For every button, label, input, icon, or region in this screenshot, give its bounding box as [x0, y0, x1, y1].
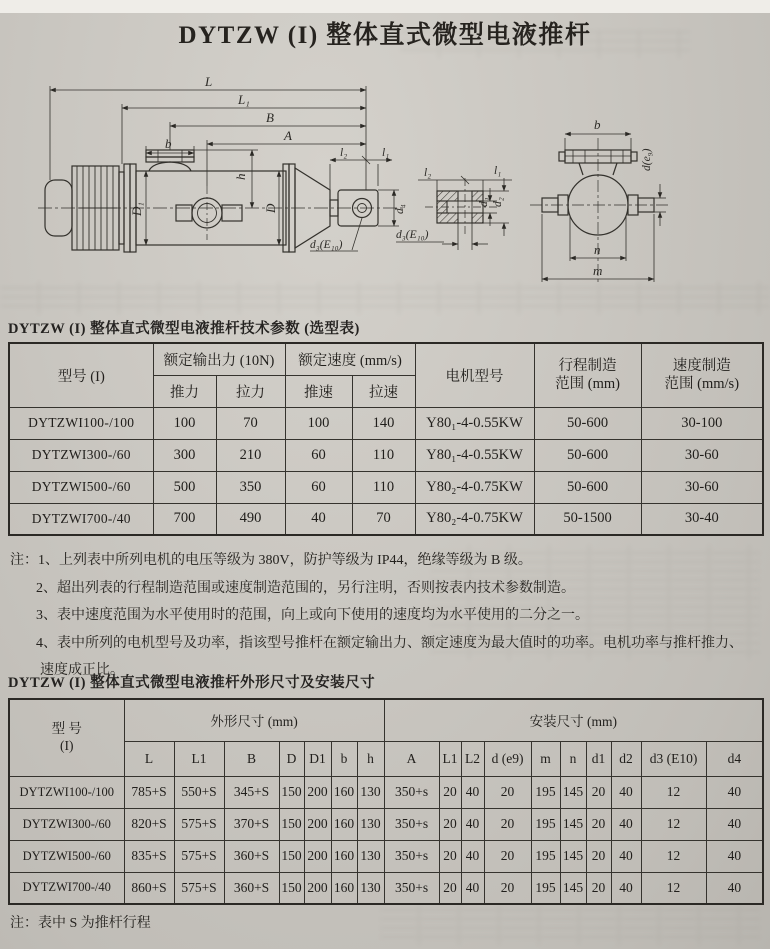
- motor-fins: [77, 166, 117, 250]
- table-row: DYTZWI700-/40 700 490 40 70 Y80₂-4-0.75KW 50-1500 30-40: [9, 503, 763, 535]
- bleed-through-smudge: [380, 905, 760, 945]
- header-model: 型号 (I): [9, 343, 153, 407]
- dim-label-L: L: [205, 74, 213, 89]
- notes: [10, 549, 762, 687]
- bottom-note: 注：表中 S 为推杆行程: [10, 916, 151, 931]
- top-mount-plate: [146, 150, 194, 157]
- dim-label-b: b: [594, 117, 601, 132]
- dim-label-D: D: [263, 203, 278, 213]
- header-motor: 电机型号: [415, 343, 534, 407]
- specs-table: [8, 342, 764, 536]
- table-row: DYTZWI300-/60 300 210 60 110 Y80₁-4-0.55KW 50-600 30-60: [9, 439, 763, 471]
- cell-model: DYTZWI500-/60: [9, 840, 124, 872]
- header-pull-force: 拉力: [216, 375, 285, 407]
- cell-model: DYTZWI300-/60: [9, 439, 153, 471]
- dim-label-b: b: [165, 136, 172, 151]
- dim-label-d1: d₁: [478, 197, 490, 207]
- header-install-group: 安装尺寸 (mm): [384, 699, 763, 741]
- dim-label-l1: l₁: [382, 147, 390, 159]
- dim-label-d3: d₃(E₁₀): [396, 229, 429, 241]
- header-outline-group: 外形尺寸 (mm): [124, 699, 384, 741]
- dim-label-D1: D₁: [129, 202, 144, 216]
- note-line: 2、超出列表的行程制造范围或速度制造范围的，另行注明，否则按表内技术参数制造。: [36, 580, 575, 596]
- dim-label-n: n: [594, 242, 601, 257]
- table-row: DYTZWI500-/60 835+S 575+S 360+S 150 200 160 130 350+s 20 40 20 195 145 20 40 12 40: [9, 840, 763, 872]
- cell-model: DYTZWI500-/60: [9, 471, 153, 503]
- dim-label-L1: L₁: [238, 92, 250, 107]
- note-line: 速度成正比。: [40, 663, 124, 678]
- header-speed-range: 速度制造 范围 (mm/s): [641, 343, 763, 407]
- table-row: DYTZWI500-/60 500 350 60 110 Y80₂-4-0.75KW 50-600 30-60: [9, 471, 763, 503]
- header-pull-speed: 拉速: [352, 375, 415, 407]
- dim-label-d4: d₄: [394, 204, 406, 214]
- cell-model: DYTZWI700-/40: [9, 503, 153, 535]
- dim-label-B: B: [266, 110, 274, 125]
- note-line: 3、表中速度范围为水平使用时的范围，向上或向下使用的速度均为水平使用的二分之一。: [36, 608, 589, 623]
- dim-label-h: h: [233, 173, 248, 180]
- note-line: 4、表中所列的电机型号及功率，指该型号推杆在额定输出力、额定速度为最大值时的功率。电机功率与推杆推力、: [36, 635, 743, 651]
- drawing-main-view: [38, 86, 404, 252]
- header-model: 型 号 (I): [9, 699, 124, 776]
- cell-model: DYTZWI700-/40: [9, 872, 124, 904]
- cell-model: DYTZWI100-/100: [9, 776, 124, 808]
- table-row: DYTZWI100-/100 100 70 100 140 Y80₁-4-0.55KW 50-600 30-100: [9, 407, 763, 439]
- header-stroke-range: 行程制造 范围 (mm): [534, 343, 641, 407]
- mount-dome: [149, 162, 191, 171]
- dim-label-d3: d₃(E₁₀): [310, 239, 343, 251]
- dim-label-l2: l₂: [340, 147, 348, 159]
- header-force-group: 额定输出力 (10N): [153, 343, 285, 375]
- cell-model: DYTZWI300-/60: [9, 808, 124, 840]
- dim-label-de9: d(e₉): [641, 148, 653, 171]
- header-speed-group: 额定速度 (mm/s): [285, 343, 415, 375]
- dimensions-table-caption: DYTZW (I) 整体直式微型电液推杆外形尺寸及安装尺寸: [8, 675, 376, 691]
- cell-model: DYTZWI100-/100: [9, 407, 153, 439]
- dim-label-m: m: [593, 263, 603, 278]
- table-row: DYTZWI300-/60 820+S 575+S 370+S 150 200 160 130 350+s 20 40 20 195 145 20 40 12 40: [9, 808, 763, 840]
- scan-edge-strip: [0, 0, 770, 13]
- header-push-force: 推力: [153, 375, 216, 407]
- dim-label-d2: d₂: [492, 197, 504, 207]
- page-title: DYTZW (I) 整体直式微型电液推杆: [178, 22, 592, 49]
- dim-label-l2: l₂: [424, 167, 432, 179]
- note-line: 注：1、上列表中所列电机的电压等级为 380V，防护等级为 IP44，绝缘等级为 B 级。: [10, 553, 532, 568]
- table-row: DYTZWI700-/40 860+S 575+S 360+S 150 200 160 130 350+s 20 40 20 195 145 20 40 12 40: [9, 872, 763, 904]
- drawing-svg: [0, 68, 770, 306]
- dimensions-table: 型 号 (I) 外形尺寸 (mm) 安装尺寸 (mm) L L1 B D D1 b h A L1 L2 d (e9) m n d1 d2 d3 (E10) d4 DYTZWI100-/100 785+S 550+S 345+S 150 200 160 130 350+s 20 40 20 195 145 20 40 12 40 DYTZWI300-/60 820+S 575+S 370+S 150 200 160 130 350+s 20 40 20 195 145 20 40 12 40 DYTZWI500-/60 835+S 575+S 360+S 150 200 160 130 350+s 20 40 20 195 145 20 40 12 40 DYTZWI700-/40 860+S 575+S 360+S 150 200 160 130 350+s 20 40 20 195 145 20 40 12 40: [8, 698, 764, 905]
- dim-label-l1: l₁: [494, 165, 502, 177]
- section-view-labels: [396, 165, 504, 241]
- table-row: DYTZWI100-/100 785+S 550+S 345+S 150 200 160 130 350+s 20 40 20 195 145 20 40 12 40: [9, 776, 763, 808]
- header-push-speed: 推速: [285, 375, 352, 407]
- specs-table-caption: DYTZW (I) 整体直式微型电液推杆技术参数 (选型表): [8, 321, 360, 337]
- dim-label-A: A: [284, 128, 292, 143]
- technical-drawing: [0, 68, 770, 306]
